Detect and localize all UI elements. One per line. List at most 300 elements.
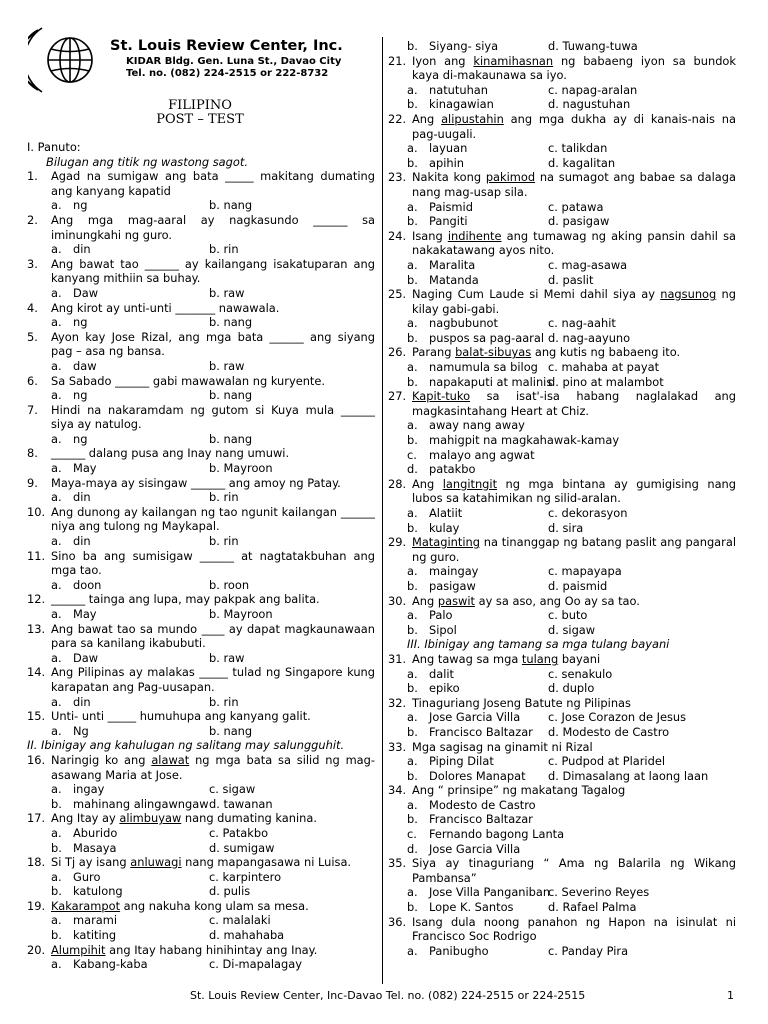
answer-options bbox=[388, 83, 736, 112]
question-number: 30. bbox=[388, 593, 407, 608]
answer-option[interactable]: b. Lope K. Santos bbox=[407, 900, 514, 915]
answer-option[interactable]: a. Alatiit bbox=[407, 506, 463, 520]
question-number: 34. bbox=[388, 783, 407, 798]
question-11 bbox=[27, 549, 375, 593]
question-15 bbox=[27, 709, 375, 738]
question-text bbox=[27, 257, 375, 286]
question-number: 3. bbox=[27, 256, 38, 271]
question-text bbox=[388, 229, 736, 258]
answer-option[interactable]: b. rin bbox=[209, 534, 239, 549]
underlined-word: Kakarampot bbox=[51, 898, 121, 913]
question-text bbox=[27, 592, 375, 607]
question-stem: Ang bawat tao ______ ay kailangang isakatuparan ang kanyang mithiin sa buhay. bbox=[51, 256, 375, 286]
answer-option[interactable]: c. buto bbox=[548, 608, 588, 623]
answer-option[interactable]: b. rin bbox=[209, 694, 239, 709]
question-number: 19. bbox=[27, 898, 46, 913]
question-stem: Ang mga mag-aaral ay nagkasundo ______ sa iminungkahi ng guro. bbox=[51, 212, 375, 242]
question-stem: Ang tawag sa mga bbox=[412, 651, 522, 666]
question-stem: Ang bawat tao sa mundo ____ ay dapat magkaunawaan para sa kanilang ikabubuti. bbox=[51, 621, 375, 651]
question-stem: ay sa aso, ang Oo ay sa tao. bbox=[474, 593, 640, 608]
answer-option[interactable]: d. sigaw bbox=[548, 622, 596, 637]
answer-option[interactable]: a. ng bbox=[51, 198, 88, 213]
answer-option[interactable]: a. Kabang-kaba bbox=[51, 957, 148, 972]
question-number: 32. bbox=[388, 695, 407, 710]
answer-options bbox=[27, 957, 375, 972]
answer-option[interactable]: a. namumula sa bilog bbox=[407, 360, 538, 375]
question-number: 33. bbox=[388, 739, 407, 754]
question-stem: Ang dunong ay kailangan ng tao ngunit kailangan ______ niya ang tulong ng Maykapal. bbox=[51, 504, 375, 534]
answer-option[interactable]: a. ng bbox=[51, 431, 88, 446]
answer-option[interactable]: a. away nang away bbox=[407, 418, 525, 433]
question-stem: ng mga bata sa silid ng mag-asawang Maria at Jose. bbox=[51, 752, 375, 782]
letterhead bbox=[28, 22, 378, 94]
answer-option[interactable]: c. Patakbo bbox=[209, 825, 269, 840]
question-text bbox=[27, 213, 375, 242]
answer-option[interactable]: d. Tuwang-tuwa bbox=[548, 39, 638, 53]
answer-option[interactable]: d. pasigaw bbox=[548, 214, 610, 229]
answer-option[interactable]: c. mahaba at payat bbox=[548, 360, 660, 375]
answer-option[interactable]: c. malalaki bbox=[209, 913, 271, 928]
question-stem: Unti- unti _____ humuhupa ang kanyang galit. bbox=[51, 709, 311, 724]
answer-option[interactable]: a. May bbox=[51, 607, 97, 621]
question-number: 13. bbox=[27, 621, 46, 636]
answer-option[interactable]: a. maingay bbox=[407, 564, 479, 579]
answer-option[interactable]: b. rin bbox=[209, 490, 239, 505]
question-number: 29. bbox=[388, 535, 407, 550]
question-number: 35. bbox=[388, 856, 407, 871]
question-stem: ______ dalang pusa ang Inay nang umuwi. bbox=[51, 446, 290, 461]
question-23 bbox=[388, 170, 736, 228]
question-number: 16. bbox=[27, 752, 46, 767]
question-text bbox=[388, 389, 736, 418]
answer-options bbox=[388, 944, 736, 959]
answer-option[interactable]: a. ng bbox=[51, 315, 88, 330]
globe-logo-icon bbox=[28, 24, 104, 96]
section-1-title: I. Panuto: bbox=[27, 140, 81, 154]
question-stem: Si Tj ay isang bbox=[51, 855, 131, 870]
question-text bbox=[27, 665, 375, 694]
answer-option[interactable]: a. nagbubunot bbox=[407, 316, 498, 331]
answer-option[interactable]: c. Panday Pira bbox=[548, 943, 629, 958]
answer-option[interactable]: d. sumigaw bbox=[209, 840, 275, 855]
question-number: 4. bbox=[27, 300, 38, 315]
answer-option[interactable]: d. Modesto de Castro bbox=[548, 724, 670, 739]
answer-option[interactable]: c. dekorasyon bbox=[548, 506, 628, 520]
question-14 bbox=[27, 665, 375, 709]
answer-options bbox=[388, 360, 736, 389]
question-text bbox=[27, 476, 375, 491]
answer-option[interactable]: a. Palo bbox=[407, 608, 453, 623]
question-8 bbox=[27, 446, 375, 475]
question-stem: nang dumating kanina. bbox=[181, 811, 317, 826]
underlined-word: Kapit-tuko bbox=[412, 389, 471, 404]
question-stem: Iyon ang bbox=[412, 53, 474, 68]
answer-option[interactable]: a. din bbox=[51, 694, 91, 709]
answer-option[interactable]: b. Francisco Baltazar bbox=[407, 724, 533, 739]
question-34 bbox=[388, 783, 736, 856]
answer-option[interactable]: d. sira bbox=[548, 520, 584, 535]
answer-option[interactable]: c. talikdan bbox=[548, 141, 608, 156]
question-stem: Siya ay tinaguriang “ Ama ng Balarila ng Wikang Pambansa” bbox=[412, 856, 736, 885]
question-2 bbox=[27, 213, 375, 257]
answer-options bbox=[27, 695, 375, 710]
test-title: POST – TEST bbox=[156, 112, 244, 127]
section-3-title: III. Ibinigay ang tamang sa mga tulang bayani bbox=[407, 637, 670, 652]
question-stem: Maya-maya ay sisingaw ______ ang amoy ng Patay. bbox=[51, 475, 341, 490]
answer-option[interactable]: c. patawa bbox=[548, 199, 604, 214]
answer-option[interactable]: a. Paismid bbox=[407, 199, 473, 214]
answer-option[interactable]: c. mapayapa bbox=[548, 564, 622, 579]
question-20 bbox=[27, 943, 375, 972]
question-stem: Ang Pilipinas ay malakas _____ tulad ng Singapore kung karapatan ang Pag-uusapan. bbox=[51, 665, 375, 694]
question-text bbox=[27, 753, 375, 782]
answer-option[interactable]: d. tawanan bbox=[209, 796, 273, 811]
answer-option[interactable]: c. Jose Corazon de Jesus bbox=[548, 710, 687, 725]
answer-options bbox=[27, 870, 375, 899]
answer-option[interactable]: a. Daw bbox=[51, 285, 99, 300]
answer-option[interactable]: a. Jose Garcia Villa bbox=[407, 710, 521, 725]
question-number: 21. bbox=[388, 53, 407, 68]
question-text bbox=[27, 374, 375, 389]
left-column bbox=[27, 140, 375, 972]
section-2-title: II. Ibinigay ang kahulugan ng salitang may salungguhit. bbox=[27, 738, 345, 753]
question-number: 28. bbox=[388, 476, 407, 491]
question-25 bbox=[388, 287, 736, 345]
answer-option[interactable]: b. Francisco Baltazar bbox=[407, 812, 533, 827]
underlined-word: alimbuyaw bbox=[119, 811, 182, 826]
question-text bbox=[27, 811, 375, 826]
answer-option[interactable]: b. nang bbox=[209, 431, 253, 446]
question-21 bbox=[388, 54, 736, 112]
question-text bbox=[27, 899, 375, 914]
question-text bbox=[388, 477, 736, 506]
question-5 bbox=[27, 330, 375, 374]
underlined-word: anluwagi bbox=[130, 855, 182, 870]
answer-options bbox=[27, 432, 375, 447]
answer-options bbox=[27, 607, 375, 622]
answer-option[interactable]: b. nang bbox=[209, 388, 253, 403]
question-number: 27. bbox=[388, 389, 407, 404]
answer-options bbox=[27, 461, 375, 476]
answer-options bbox=[388, 754, 736, 783]
answer-options bbox=[27, 578, 375, 593]
question-16 bbox=[27, 753, 375, 811]
answer-option[interactable]: b. nang bbox=[209, 723, 253, 738]
underlined-word: pakimod bbox=[485, 170, 536, 185]
question-number: 17. bbox=[27, 811, 46, 826]
answer-option[interactable]: b. roon bbox=[209, 577, 250, 592]
question-stem: na tinanggap ng batang paslit ang pangaral ng guro. bbox=[412, 535, 736, 564]
answer-options bbox=[388, 418, 736, 476]
question-stem: bayani bbox=[558, 651, 601, 666]
answer-option[interactable]: d. pino at malambot bbox=[548, 374, 664, 389]
question-number: 24. bbox=[388, 228, 407, 243]
answer-option[interactable]: b. nang bbox=[209, 198, 253, 213]
answer-option[interactable]: b. Mayroon bbox=[209, 607, 273, 621]
answer-option[interactable]: a. Panibugho bbox=[407, 943, 489, 958]
answer-option[interactable]: c. sigaw bbox=[209, 782, 256, 797]
answer-option[interactable]: a. doon bbox=[51, 577, 102, 592]
answer-option[interactable]: d. Rafael Palma bbox=[548, 900, 637, 915]
question-stem: ng kilay gabi-gabi. bbox=[412, 287, 736, 316]
question-6 bbox=[27, 374, 375, 403]
question-text bbox=[388, 112, 736, 141]
question-17 bbox=[27, 811, 375, 855]
answer-options bbox=[27, 534, 375, 549]
question-1 bbox=[27, 169, 375, 213]
question-30 bbox=[388, 594, 736, 638]
question-stem: Ang bbox=[412, 111, 442, 126]
question-number: 25. bbox=[388, 287, 407, 302]
question-stem: ng mga bintana ay gumigising nang lubos sa katahimikan ng silid-aralan. bbox=[412, 476, 736, 506]
answer-option[interactable]: a. May bbox=[51, 461, 97, 476]
question-number: 1. bbox=[27, 169, 38, 184]
question-28 bbox=[388, 477, 736, 535]
answer-option[interactable]: a. natutuhan bbox=[407, 82, 488, 97]
answer-option[interactable]: d. paismid bbox=[548, 578, 608, 593]
answer-option[interactable]: d. pulis bbox=[209, 884, 251, 899]
answer-option[interactable]: d. kagalitan bbox=[548, 155, 616, 170]
answer-option[interactable]: b. pasigaw bbox=[407, 578, 476, 593]
answer-option[interactable]: d. nagustuhan bbox=[548, 97, 631, 112]
question-stem: Ang bbox=[412, 593, 438, 608]
answer-options bbox=[27, 724, 375, 739]
question-text bbox=[388, 915, 736, 944]
question-number: 31. bbox=[388, 651, 407, 666]
question-stem: Isang dula noong panahon ng Hapon na isinulat ni Francisco Soc Rodrigo bbox=[412, 914, 736, 944]
answer-options bbox=[388, 608, 736, 637]
question-stem: Nakita kong bbox=[412, 170, 486, 185]
underlined-word: Mataginting bbox=[412, 535, 480, 550]
question-36 bbox=[388, 915, 736, 959]
answer-option[interactable]: a. Daw bbox=[51, 650, 99, 665]
answer-options bbox=[27, 782, 375, 811]
answer-option[interactable]: b. Siyang- siya bbox=[407, 39, 499, 53]
question-text bbox=[27, 549, 375, 578]
question-stem: Ang “ prinsipe” ng makatang Tagalog bbox=[412, 783, 626, 798]
question-text bbox=[27, 403, 375, 432]
answer-option[interactable]: b. kulay bbox=[407, 520, 460, 535]
question-text bbox=[388, 594, 736, 609]
question-12 bbox=[27, 592, 375, 621]
answer-options bbox=[388, 258, 736, 287]
answer-option[interactable]: c. Severino Reyes bbox=[548, 885, 650, 900]
question-stem: Naging Cum Laude si Memi dahil siya ay bbox=[412, 287, 661, 302]
answer-option[interactable]: d. mahahaba bbox=[209, 928, 285, 943]
section-1-instruction: Bilugan ang titik ng wastong sagot. bbox=[46, 154, 248, 169]
answer-option[interactable]: d. duplo bbox=[548, 681, 595, 696]
answer-option[interactable]: a. Guro bbox=[51, 869, 101, 884]
answer-option[interactable]: b. raw bbox=[209, 285, 245, 300]
answer-option[interactable]: a. Ng bbox=[51, 723, 89, 738]
underlined-word: nagsunog bbox=[660, 287, 717, 302]
answer-option[interactable]: b. nang bbox=[209, 315, 253, 330]
question-7 bbox=[27, 403, 375, 447]
right-column bbox=[388, 39, 736, 958]
question-35 bbox=[388, 856, 736, 914]
answer-option[interactable]: c. nag-aahit bbox=[548, 316, 616, 331]
answer-option[interactable]: d. paslit bbox=[548, 272, 594, 287]
answer-option[interactable]: a. Maralita bbox=[407, 257, 476, 272]
answer-options bbox=[27, 388, 375, 403]
question-text bbox=[388, 170, 736, 199]
answer-option[interactable]: b. Dolores Manapat bbox=[407, 768, 526, 783]
answer-options bbox=[27, 359, 375, 374]
question-stem: Hindi na nakaramdam ng gutom si Kuya mula ______ siya ay natulog. bbox=[51, 402, 375, 432]
answer-option[interactable]: a. ingay bbox=[51, 782, 105, 797]
question-stem: Ang kirot ay unti-unti _______ nawawala. bbox=[51, 300, 280, 315]
answer-option[interactable]: b. apihin bbox=[407, 155, 464, 170]
question-stem: ang kutis ng babaeng ito. bbox=[531, 345, 681, 360]
question-text bbox=[388, 535, 736, 564]
column-divider bbox=[382, 37, 383, 984]
answer-option[interactable]: a. daw bbox=[51, 358, 97, 373]
answer-option[interactable]: c. Fernando bagong Lanta bbox=[407, 827, 565, 842]
answer-option[interactable]: a. layuan bbox=[407, 141, 468, 156]
answer-option[interactable]: b. kinagawian bbox=[407, 97, 494, 112]
question-text bbox=[388, 696, 736, 711]
answer-option[interactable]: b. Matanda bbox=[407, 272, 479, 287]
question-stem: Sino ba ang sumisigaw ______ at nagtatakbuhan ang mga tao. bbox=[51, 548, 375, 578]
question-text bbox=[27, 505, 375, 534]
answer-option[interactable]: b. napakaputi at malinis bbox=[407, 374, 553, 389]
answer-options bbox=[27, 651, 375, 666]
answer-option[interactable]: b. Mayroon bbox=[209, 461, 273, 476]
answer-option[interactable]: b. mahigpit na magkahawak-kamay bbox=[407, 433, 620, 448]
answer-options-continued bbox=[388, 39, 736, 54]
answer-option[interactable]: c. Di-mapalagay bbox=[209, 957, 302, 972]
answer-option[interactable]: d. Dimasalang at laong laan bbox=[548, 768, 709, 783]
question-text bbox=[388, 856, 736, 885]
question-text bbox=[27, 169, 375, 198]
answer-option[interactable]: a. ng bbox=[51, 388, 88, 403]
question-text bbox=[27, 622, 375, 651]
answer-option[interactable]: b. Masaya bbox=[51, 840, 117, 855]
underlined-word: alipustahin bbox=[441, 111, 504, 126]
answer-option[interactable]: a. din bbox=[51, 490, 91, 505]
answer-option[interactable]: d. Jose Garcia Villa bbox=[407, 841, 521, 856]
question-10 bbox=[27, 505, 375, 549]
answer-option[interactable]: a. din bbox=[51, 242, 91, 257]
question-stem: Sa Sabado ______ gabi mawawalan ng kuryente. bbox=[51, 373, 326, 388]
question-text bbox=[388, 54, 736, 83]
question-stem: ang Itay habang hinihintay ang Inay. bbox=[105, 942, 318, 957]
answer-option[interactable]: a. Jose Villa Panganiban bbox=[407, 885, 551, 900]
question-text bbox=[27, 943, 375, 958]
question-text bbox=[388, 740, 736, 755]
answer-option[interactable]: b. raw bbox=[209, 358, 245, 373]
question-number: 14. bbox=[27, 665, 46, 680]
question-stem: Mga sagisag na ginamit ni Rizal bbox=[412, 739, 593, 754]
question-stem: na sumagot ang babae sa dalaga nang mag-usap sila. bbox=[412, 170, 736, 199]
question-stem: Ang Itay ay bbox=[51, 811, 120, 826]
question-stem: Tinaguriang Joseng Batute ng Pilipinas bbox=[412, 695, 631, 710]
answer-option[interactable]: c. Pudpod at Plaridel bbox=[548, 754, 666, 769]
answer-option[interactable]: b. katiting bbox=[51, 928, 117, 943]
answer-option[interactable]: d. nag-aayuno bbox=[548, 330, 631, 345]
question-text bbox=[27, 330, 375, 359]
question-stem: Ayon kay Jose Rizal, ang mga bata ______ ang siyang pag – asa ng bansa. bbox=[51, 329, 375, 359]
answer-options bbox=[27, 286, 375, 301]
answer-options bbox=[27, 490, 375, 505]
answer-options bbox=[27, 315, 375, 330]
question-text bbox=[27, 446, 375, 461]
question-number: 8. bbox=[27, 446, 38, 461]
question-stem: ______ tainga ang lupa, may pakpak ang balita. bbox=[51, 592, 320, 607]
question-29 bbox=[388, 535, 736, 593]
org-name: St. Louis Review Center, Inc. bbox=[110, 38, 343, 54]
answer-option[interactable]: a. Aburido bbox=[51, 825, 118, 840]
underlined-word: alawat bbox=[151, 752, 190, 767]
answer-option[interactable]: b. raw bbox=[209, 650, 245, 665]
question-stem: Isang bbox=[412, 228, 448, 243]
question-stem: Parang bbox=[412, 345, 456, 360]
answer-option[interactable]: b. rin bbox=[209, 242, 239, 257]
underlined-word: tulang bbox=[521, 651, 559, 666]
answer-options bbox=[388, 200, 736, 229]
answer-option[interactable]: b. Sipol bbox=[407, 622, 457, 637]
question-number: 6. bbox=[27, 373, 38, 388]
answer-options bbox=[388, 798, 736, 856]
question-number: 26. bbox=[388, 345, 407, 360]
question-text bbox=[388, 345, 736, 360]
question-text bbox=[27, 709, 375, 724]
question-9 bbox=[27, 476, 375, 505]
question-number: 5. bbox=[27, 329, 38, 344]
answer-option[interactable]: b. katulong bbox=[51, 884, 123, 899]
answer-options bbox=[388, 141, 736, 170]
answer-option[interactable]: b. puspos sa pag-aaral bbox=[407, 330, 545, 345]
answer-option[interactable]: c. senakulo bbox=[548, 666, 613, 681]
answer-options bbox=[27, 242, 375, 257]
answer-option[interactable]: b. mahinang alingawngaw bbox=[51, 796, 209, 811]
underlined-word: indihente bbox=[447, 228, 502, 243]
answer-options bbox=[27, 198, 375, 213]
question-18 bbox=[27, 855, 375, 899]
answer-options bbox=[388, 316, 736, 345]
answer-option[interactable]: a. Modesto de Castro bbox=[407, 797, 536, 812]
question-33 bbox=[388, 740, 736, 784]
answer-option[interactable]: c. mag-asawa bbox=[548, 257, 628, 272]
answer-option[interactable]: d. patakbo bbox=[407, 462, 476, 477]
answer-option[interactable]: c. malayo ang agwat bbox=[407, 447, 535, 462]
answer-option[interactable]: a. Piping Dilat bbox=[407, 754, 494, 769]
underlined-word: Alumpihit bbox=[51, 942, 106, 957]
question-27 bbox=[388, 389, 736, 477]
question-number: 7. bbox=[27, 402, 38, 417]
answer-option[interactable]: b. epiko bbox=[407, 681, 460, 696]
question-13 bbox=[27, 622, 375, 666]
answer-option[interactable]: a. dalit bbox=[407, 666, 455, 681]
answer-options bbox=[388, 564, 736, 593]
question-32 bbox=[388, 696, 736, 740]
question-number: 2. bbox=[27, 212, 38, 227]
answer-options bbox=[388, 885, 736, 914]
answer-option[interactable]: a. marami bbox=[51, 913, 117, 928]
answer-options bbox=[27, 826, 375, 855]
subject-title: FILIPINO bbox=[168, 98, 232, 113]
answer-options bbox=[388, 710, 736, 739]
answer-option[interactable]: c. napag-aralan bbox=[548, 82, 638, 97]
answer-option[interactable]: c. karpintero bbox=[209, 869, 282, 884]
question-text bbox=[27, 855, 375, 870]
answer-option[interactable]: b. Pangiti bbox=[407, 214, 468, 229]
question-19 bbox=[27, 899, 375, 943]
answer-option[interactable]: a. din bbox=[51, 534, 91, 549]
org-telephone: Tel. no. (082) 224-2515 or 222-8732 bbox=[126, 68, 329, 79]
answer-options bbox=[388, 667, 736, 696]
question-number: 20. bbox=[27, 942, 46, 957]
